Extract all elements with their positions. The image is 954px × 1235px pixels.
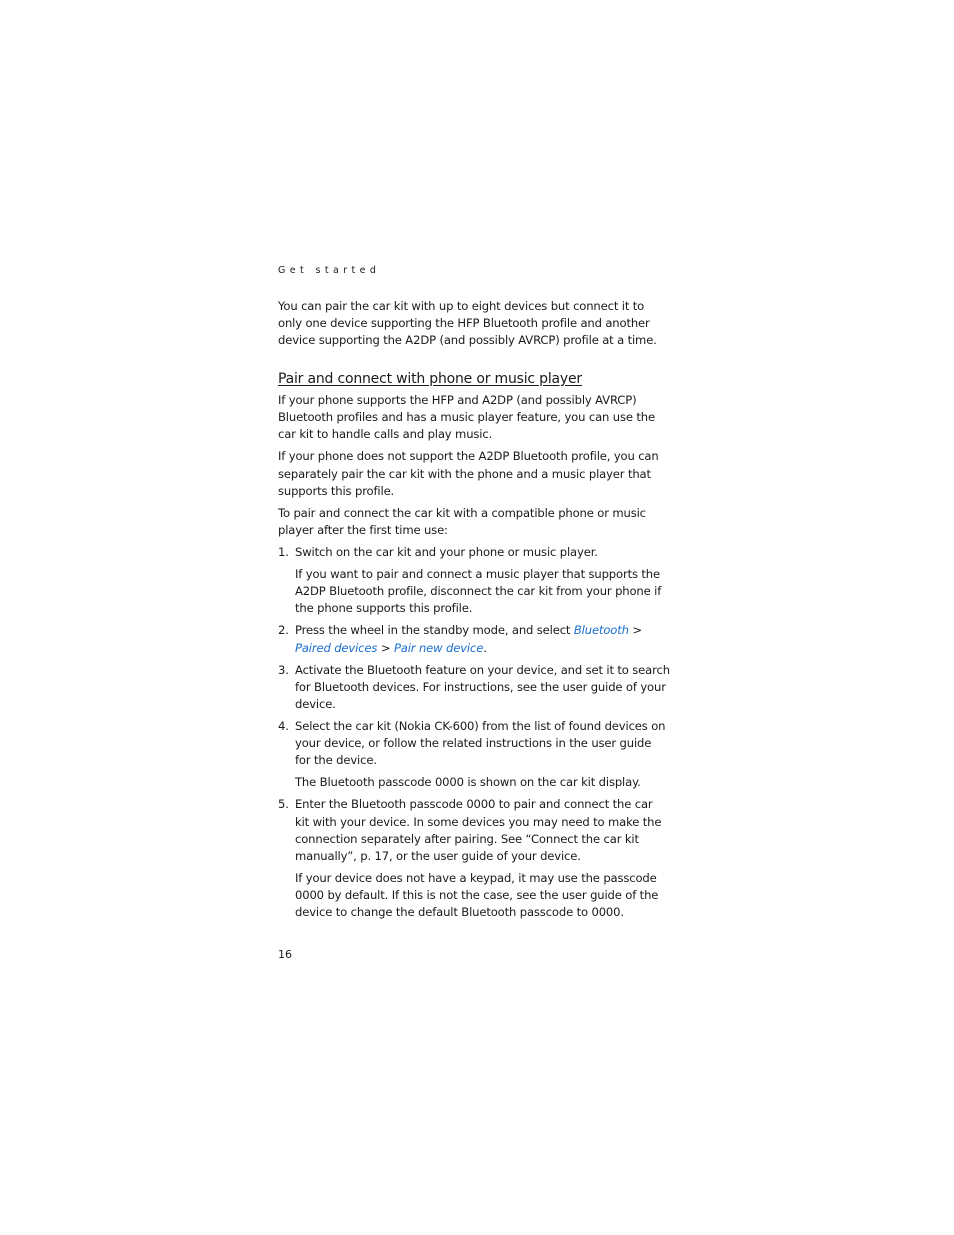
menu-path-bluetooth: Bluetooth <box>573 623 629 638</box>
steps-list <box>278 544 670 922</box>
step-number: 3. <box>278 662 289 677</box>
running-head: Get started <box>278 265 381 276</box>
step-item <box>278 796 670 921</box>
step-number: 2. <box>278 623 289 638</box>
section-paragraph: If your phone supports the HFP and A2DP (and possibly AVRCP) Bluetooth profiles and has a music player feature, you can use the car kit to handle calls and play music. <box>278 393 655 442</box>
step-text: Select the car kit (Nokia CK-600) from the list of found devices on your device, or follow the related instructions in the user guide for the device. <box>295 719 666 768</box>
menu-path-pair-new-device: Pair new device <box>393 640 484 655</box>
step-number: 4. <box>278 719 289 734</box>
section-paragraph: If your phone does not support the A2DP Bluetooth profile, you can separately pair the car kit with the phone and a music player that supports this profile. <box>278 449 659 498</box>
section-body <box>278 392 670 926</box>
step-note: If you want to pair and connect a music player that supports the A2DP Bluetooth profile, disconnect the car kit from your phone if the phone supports this profile. <box>295 567 662 616</box>
step-text: Activate the Bluetooth feature on your device, and set it to search for Bluetooth devices. For instructions, see the user guide of your device. <box>295 662 670 712</box>
step-note: If your device does not have a keypad, it may use the passcode 0000 by default. If this is not the case, see the user guide of the device to change the default Bluetooth passcode to 0000. <box>295 871 659 920</box>
step-text: Switch on the car kit and your phone or music player. <box>295 545 598 560</box>
step-text: Enter the Bluetooth passcode 0000 to pair and connect the car kit with your device. In some devices you may need to make the connection separately after pairing. See “Connect the car kit manually”, p. 17, or the user guide of your device. <box>295 797 662 864</box>
step-note: The Bluetooth passcode 0000 is shown on the car kit display. <box>295 775 641 790</box>
step-item <box>278 622 670 656</box>
step-item <box>278 544 670 618</box>
step-number: 5. <box>278 797 289 812</box>
step-text-before: Press the wheel in the standby mode, and select <box>295 623 574 638</box>
menu-separator: > <box>377 640 394 655</box>
step-text <box>295 622 670 656</box>
section-paragraph: To pair and connect the car kit with a compatible phone or music player after the first time use: <box>278 505 646 538</box>
step-item <box>278 718 670 792</box>
menu-path-paired-devices: Paired devices <box>295 640 378 655</box>
section-title: Pair and connect with phone or music player <box>278 371 582 387</box>
intro-paragraph: You can pair the car kit with up to eight devices but connect it to only one device supporting the HFP Bluetooth profile and another device supporting the A2DP (and possibly AVRCP) profile at a time. <box>278 299 657 348</box>
page-number: 16 <box>278 948 292 961</box>
step-number: 1. <box>278 545 289 560</box>
step-item <box>278 662 670 714</box>
step-text-after: . <box>483 640 487 655</box>
menu-separator: > <box>628 623 642 638</box>
